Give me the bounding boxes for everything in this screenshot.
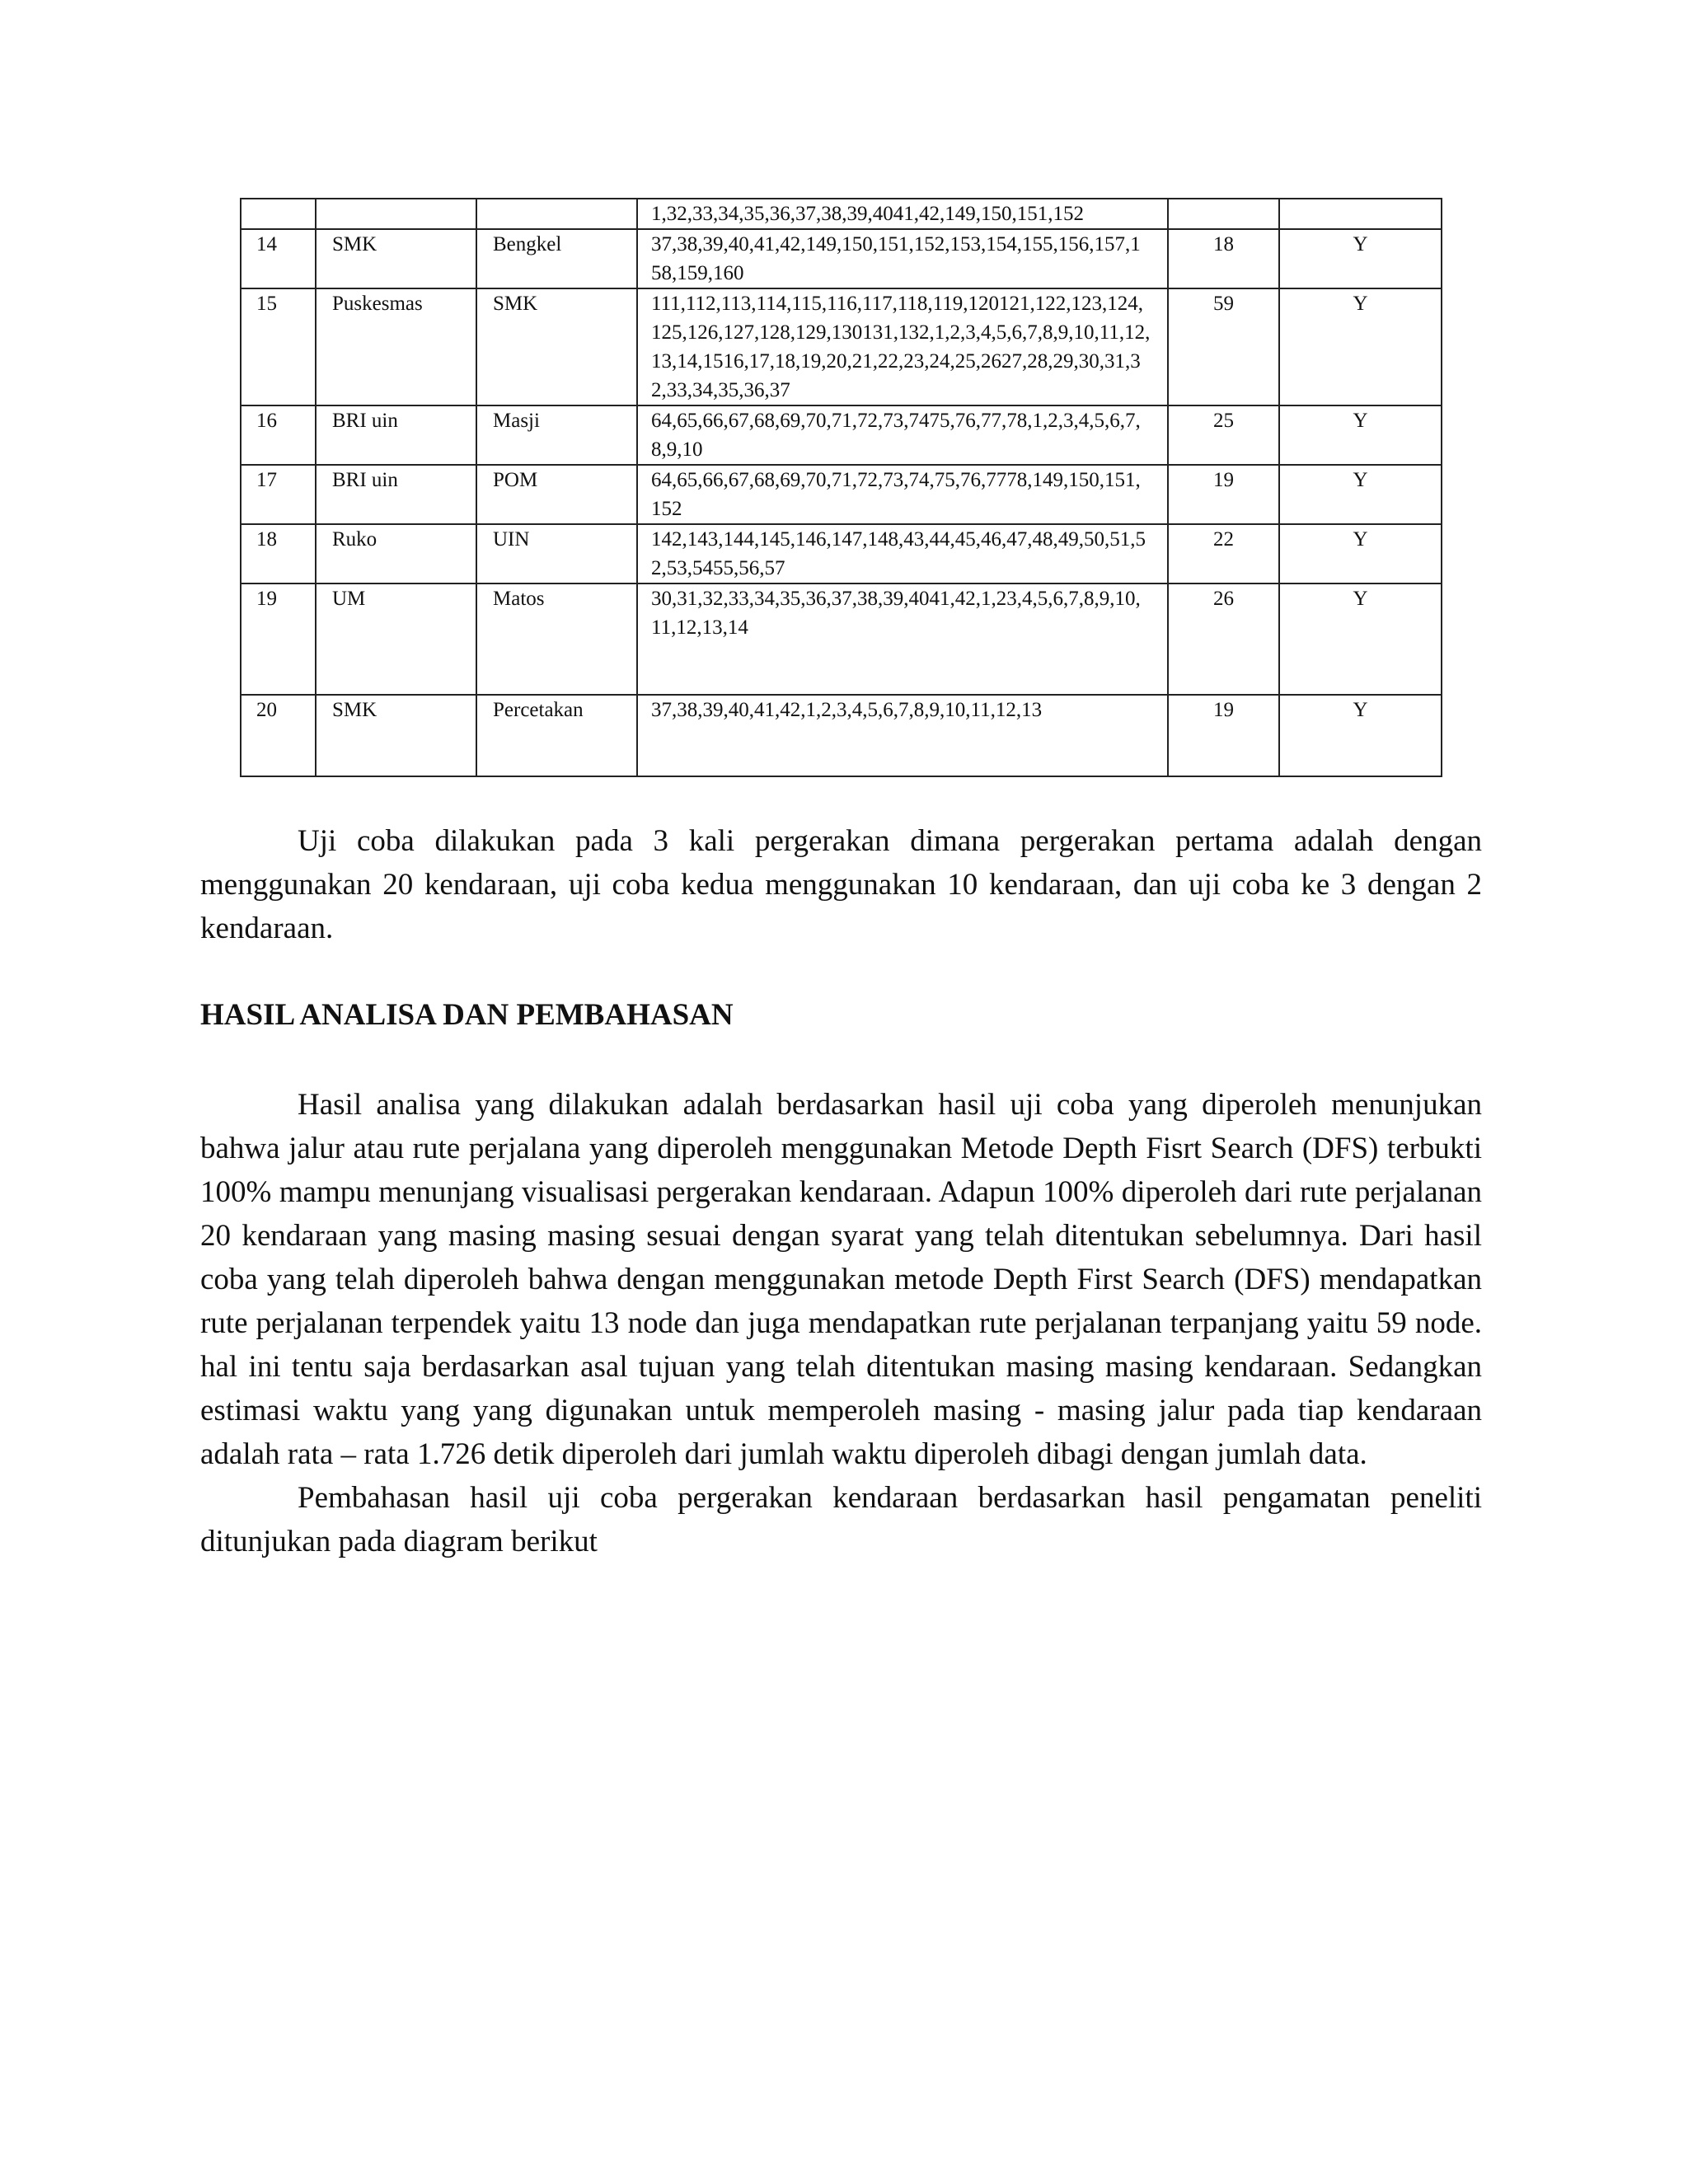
- status-cell: Y: [1279, 288, 1442, 405]
- table-row: [241, 524, 1442, 583]
- node-count-cell: 25: [1168, 405, 1279, 465]
- paragraph-text: Pembahasan hasil uji coba pergerakan kendaraan berdasarkan hasil pengamatan peneliti ditunjukan pada diagram berikut: [200, 1481, 1482, 1558]
- destination-cell: Matos: [476, 583, 637, 695]
- origin-cell: UM: [316, 583, 476, 695]
- destination-cell: Bengkel: [476, 229, 637, 288]
- route-nodes-cell: 30,31,32,33,34,35,36,37,38,39,4041,42,1,23,4,5,6,7,8,9,10,11,12,13,14: [637, 583, 1168, 695]
- table-row: [241, 465, 1442, 524]
- node-count-cell: 19: [1168, 465, 1279, 524]
- route-nodes-cell: 64,65,66,67,68,69,70,71,72,73,7475,76,77,78,1,2,3,4,5,6,7,8,9,10: [637, 405, 1168, 465]
- route-nodes-cell: 111,112,113,114,115,116,117,118,119,120121,122,123,124,125,126,127,128,129,130131,132,1,2,3,4,5,6,7,8,9,10,11,12,13,14,1516,17,18,19,20,21,22,23,24,25,2627,28,29,30,31,32,33,34,35,36,37: [637, 288, 1168, 405]
- status-cell: [1279, 199, 1442, 229]
- table-row: [241, 199, 1442, 229]
- row-number-cell: 18: [241, 524, 316, 583]
- table-row: [241, 583, 1442, 695]
- status-cell: Y: [1279, 405, 1442, 465]
- route-nodes-cell: 37,38,39,40,41,42,149,150,151,152,153,154,155,156,157,158,159,160: [637, 229, 1168, 288]
- origin-cell: BRI uin: [316, 405, 476, 465]
- row-number-cell: 15: [241, 288, 316, 405]
- row-number-cell: 14: [241, 229, 316, 288]
- paragraph-analysis: [200, 1083, 1482, 1563]
- origin-cell: Ruko: [316, 524, 476, 583]
- table-row: [241, 695, 1442, 776]
- destination-cell: Masji: [476, 405, 637, 465]
- route-table: [240, 198, 1442, 777]
- row-number-cell: 20: [241, 695, 316, 776]
- row-number-cell: 19: [241, 583, 316, 695]
- destination-cell: SMK: [476, 288, 637, 405]
- status-cell: Y: [1279, 524, 1442, 583]
- node-count-cell: 19: [1168, 695, 1279, 776]
- route-nodes-cell: 64,65,66,67,68,69,70,71,72,73,74,75,76,7778,149,150,151,152: [637, 465, 1168, 524]
- section-heading: HASIL ANALISA DAN PEMBAHASAN: [200, 998, 734, 1032]
- status-cell: Y: [1279, 465, 1442, 524]
- table-row: [241, 405, 1442, 465]
- destination-cell: [476, 199, 637, 229]
- origin-cell: Puskesmas: [316, 288, 476, 405]
- node-count-cell: 22: [1168, 524, 1279, 583]
- destination-cell: UIN: [476, 524, 637, 583]
- row-number-cell: [241, 199, 316, 229]
- paragraph-text: Hasil analisa yang dilakukan adalah berdasarkan hasil uji coba yang diperoleh menunjukan bahwa jalur atau rute perjalana yang diperoleh menggunakan Metode Depth Fisrt Search (DFS) terbukti 100% mampu menunjang visualisasi pergerakan kendaraan. Adapun 100% diperoleh dari rute perjalanan 20 kendaraan yang masing masing sesuai dengan syarat yang telah ditentukan sebelumnya. Dari hasil coba yang telah diperoleh bahwa dengan menggunakan metode Depth First Search (DFS) mendapatkan rute perjalanan terpendek yaitu 13 node dan juga mendapatkan rute perjalanan terpanjang yaitu 59 node. hal ini tentu saja berdasarkan asal tujuan yang telah ditentukan masing masing kendaraan. Sedangkan estimasi waktu yang yang digunakan untuk memperoleh masing - masing jalur pada tiap kendaraan adalah rata – rata 1.726 detik diperoleh dari jumlah waktu diperoleh dibagi dengan jumlah data.: [200, 1088, 1482, 1471]
- destination-cell: POM: [476, 465, 637, 524]
- origin-cell: SMK: [316, 229, 476, 288]
- paragraph-text: Uji coba dilakukan pada 3 kali pergerakan dimana pergerakan pertama adalah dengan menggunakan 20 kendaraan, uji coba kedua menggunakan 10 kendaraan, dan uji coba ke 3 dengan 2 kendaraan.: [200, 824, 1482, 945]
- origin-cell: BRI uin: [316, 465, 476, 524]
- route-table-body: [241, 199, 1442, 776]
- status-cell: Y: [1279, 583, 1442, 695]
- route-nodes-cell: 1,32,33,34,35,36,37,38,39,4041,42,149,150,151,152: [637, 199, 1168, 229]
- node-count-cell: [1168, 199, 1279, 229]
- origin-cell: SMK: [316, 695, 476, 776]
- paragraph-trial-description: [200, 819, 1482, 950]
- row-number-cell: 17: [241, 465, 316, 524]
- table-row: [241, 229, 1442, 288]
- origin-cell: [316, 199, 476, 229]
- row-number-cell: 16: [241, 405, 316, 465]
- status-cell: Y: [1279, 695, 1442, 776]
- node-count-cell: 26: [1168, 583, 1279, 695]
- node-count-cell: 59: [1168, 288, 1279, 405]
- route-nodes-cell: 142,143,144,145,146,147,148,43,44,45,46,47,48,49,50,51,52,53,5455,56,57: [637, 524, 1168, 583]
- destination-cell: Percetakan: [476, 695, 637, 776]
- status-cell: Y: [1279, 229, 1442, 288]
- node-count-cell: 18: [1168, 229, 1279, 288]
- route-nodes-cell: 37,38,39,40,41,42,1,2,3,4,5,6,7,8,9,10,11,12,13: [637, 695, 1168, 776]
- table-row: [241, 288, 1442, 405]
